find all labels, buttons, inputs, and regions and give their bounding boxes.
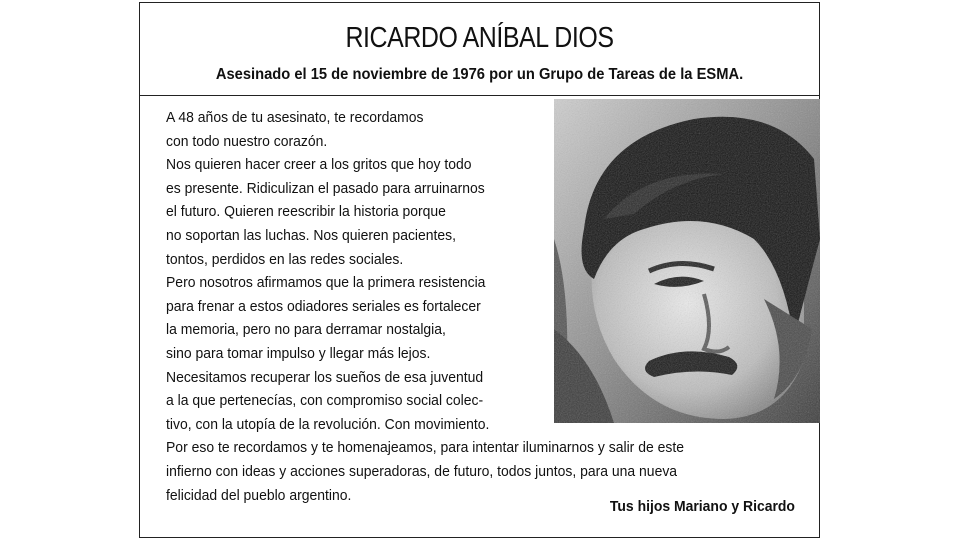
message-line: con todo nuestro corazón.	[166, 132, 328, 150]
message-line: no soportan las luchas. Nos quieren pacientes,	[166, 226, 457, 244]
message-line: la memoria, pero no para derramar nostalgia,	[166, 321, 446, 339]
message-line: Pero nosotros afirmamos que la primera resistencia	[166, 274, 486, 292]
notice-title: RICARDO ANÍBAL DIOS	[345, 22, 614, 54]
message-line: a la que pertenecías, con compromiso social colec-	[166, 392, 484, 410]
message-line: Necesitamos recuperar los sueños de esa juventud	[166, 368, 484, 386]
message-line: infierno con ideas y acciones superadoras, de futuro, todos juntos, para una nueva	[166, 462, 678, 480]
message-line: para frenar a estos odiadores seriales es fortalecer	[166, 297, 481, 315]
memorial-message	[166, 106, 806, 507]
signature: Tus hijos Mariano y Ricardo	[609, 498, 795, 515]
message-line: A 48 años de tu asesinato, te recordamos	[166, 109, 424, 126]
notice-subtitle: Asesinado el 15 de noviembre de 1976 por un Grupo de Tareas de la ESMA.	[215, 66, 744, 83]
message-line: Por eso te recordamos y te homenajeamos, para intentar iluminarnos y salir de este	[166, 439, 684, 457]
message-line: sino para tomar impulso y llegar más lejos.	[166, 344, 431, 362]
message-line: el futuro. Quieren reescribir la historia porque	[166, 203, 446, 221]
message-line: felicidad del pueblo argentino.	[166, 486, 352, 504]
message-line: tivo, con la utopía de la revolución. Con movimiento.	[166, 415, 490, 433]
header-divider	[140, 95, 819, 96]
memorial-notice	[139, 2, 820, 538]
message-line: Nos quieren hacer creer a los gritos que hoy todo	[166, 156, 472, 174]
message-line: es presente. Ridiculizan el pasado para arruinarnos	[166, 179, 485, 197]
message-line: tontos, perdidos en las redes sociales.	[166, 250, 404, 268]
